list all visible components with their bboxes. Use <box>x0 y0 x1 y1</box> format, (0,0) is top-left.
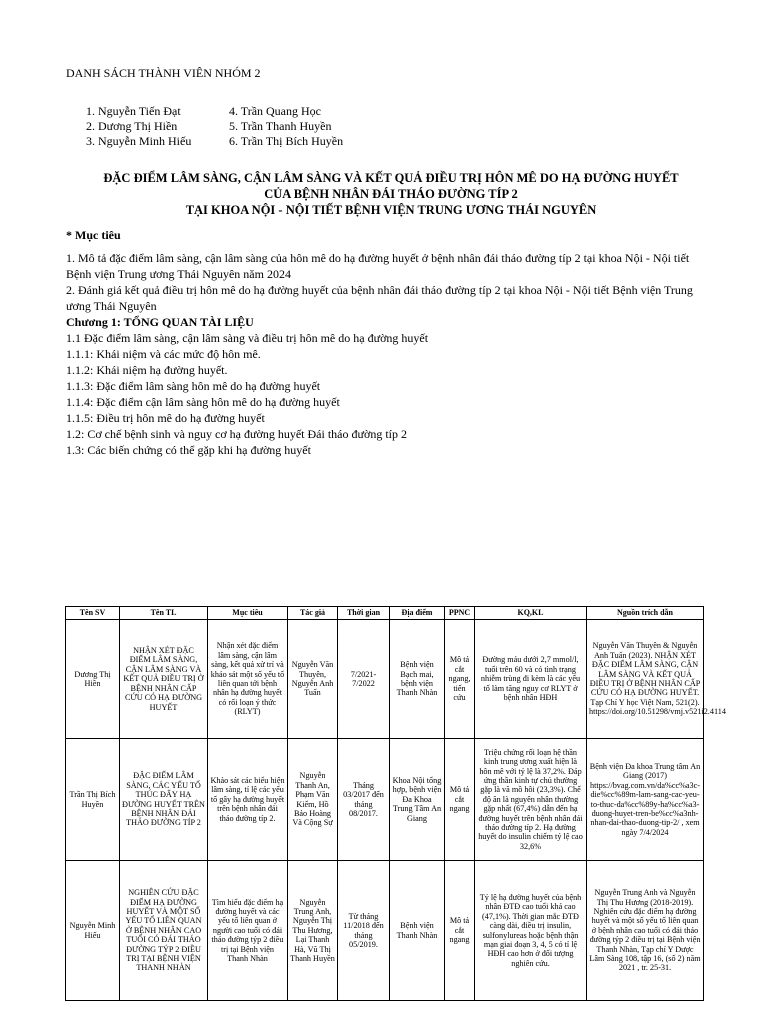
outline-item: 1.2: Cơ chế bệnh sinh và nguy cơ hạ đường huyết Đái tháo đường típ 2 <box>66 427 408 441</box>
column-header: Tên TL <box>120 607 208 620</box>
members-title: DANH SÁCH THÀNH VIÊN NHÓM 2 <box>66 66 261 80</box>
outline-item: 1.1.2: Khái niệm hạ đường huyết. <box>66 363 228 377</box>
document-title <box>66 170 716 218</box>
members-column-2 <box>229 104 343 149</box>
outline-item: 1.1.3: Đặc điểm lâm sàng hôn mê do hạ đường huyết <box>66 379 321 393</box>
table-cell: Từ tháng 11/2018 đến tháng 05/2019. <box>338 861 390 1001</box>
column-header: Tác giả <box>288 607 338 620</box>
column-header: Mục tiêu <box>208 607 288 620</box>
table-cell: Trần Thị Bích Huyền <box>66 739 120 861</box>
table-cell: Bệnh viện Thanh Nhàn <box>390 861 445 1001</box>
document-body <box>66 227 716 458</box>
table-cell: NGHIÊN CỨU ĐẶC ĐIỂM HẠ ĐƯỜNG HUYẾT VÀ MỘT SỐ YẾU TỐ LIÊN QUAN Ở BỆNH NHÂN CAO TUỔI CÓ ĐÁI THÁO ĐƯỜNG TÝP 2 ĐIỀU TRỊ TẠI BỆNH VIỆN THANH NHÀN <box>120 861 208 1001</box>
table-cell: Nguyễn Trung Anh và Nguyễn Thị Thu Hương (2018-2019). Nghiên cứu đặc điểm hạ đường huyết và một số yếu tố liên quan ở bệnh nhân cao tuổi có đái tháo đường týp 2 điều trị tại Bệnh viện Thanh Nhàn, Tạp chí Y Dược Lâm Sàng 108, tập 16, (số 2) năm 2021 , tr. 25-31. <box>587 861 704 1001</box>
table-cell: 7/2021-7/2022 <box>338 620 390 739</box>
table-cell: Tỷ lệ hạ đường huyết của bệnh nhân ĐTĐ cao tuổi khá cao (47,1%). Thời gian mắc ĐTĐ càng dài, điều trị insulin, sulfonylureas hoặc bệnh thận mạn giai đoạn 3, 4, 5 có tỉ lệ HĐH cao hơn ở đối tượng nghiên cứu. <box>475 861 587 1001</box>
outline-item: 1.1.4: Đặc điểm cận lâm sàng hôn mê do hạ đường huyết <box>66 395 340 409</box>
column-header: Nguồn trích dẫn <box>587 607 704 620</box>
table-cell: Mô tả cắt ngang <box>445 739 475 861</box>
table-cell: Triệu chứng rối loạn hệ thần kinh trung ương xuất hiện là hôn mê với tỷ lệ là 37,2%. Đáp ứng thần kinh tự chủ thường gặp là vã mồ hôi (23,3%). Chế độ ăn là nguyên nhân thường gặp nhất (67,4%) dẫn đến hạ đường huyết trên bệnh nhân đái tháo đường típ 2. Hạ đường huyết do insulin chiếm tỷ lệ cao 32,6% <box>475 739 587 861</box>
member-item: 6. Trần Thị Bích Huyền <box>229 134 344 148</box>
column-header: Thời gian <box>338 607 390 620</box>
table-cell: Nhận xét đặc điểm lâm sàng, cận lâm sàng, kết quả xử trí và khảo sát một số yếu tố liên quan tới bệnh nhân hạ đường huyết có rối loạn ý thức (RLYT) <box>208 620 288 739</box>
table-cell: Dương Thị Hiền <box>66 620 120 739</box>
column-header: PPNC <box>445 607 475 620</box>
objective-item: 1. Mô tả đặc điểm lâm sàng, cận lâm sàng của hôn mê do hạ đường huyết ở bệnh nhân đái tháo đường típ 2 tại khoa Nội - Nội tiết Bệnh viện Trung ương Thái Nguyên năm 2024 <box>66 251 690 281</box>
table-row <box>66 620 704 739</box>
table-cell: NHẬN XÉT ĐẶC ĐIỂM LÂM SÀNG, CẬN LÂM SÀNG VÀ KẾT QUẢ ĐIỀU TRỊ Ở BỆNH NHÂN CẤP CỨU CÓ HẠ ĐƯỜNG HUYẾT <box>120 620 208 739</box>
members-column-1 <box>86 104 191 149</box>
table-row <box>66 861 704 1001</box>
member-item: 5. Trần Thanh Huyền <box>229 119 332 133</box>
literature-table <box>65 606 726 1001</box>
table-row <box>66 739 704 861</box>
table-cell: Nguyễn Văn Thuyên, Nguyễn Anh Tuấn <box>288 620 338 739</box>
table-cell: ĐẶC ĐIỂM LÂM SÀNG, CÁC YẾU TỐ THÚC ĐẨY HẠ ĐƯỜNG HUYẾT TRÊN BỆNH NHÂN ĐÁI THÁO ĐƯỜNG TÍP 2 <box>120 739 208 861</box>
outline-item: 1.1 Đặc điểm lâm sàng, cận lâm sàng và điều trị hôn mê do hạ đường huyết <box>66 331 429 345</box>
table-cell: Tìm hiểu đặc điểm hạ đường huyết và các yếu tố liên quan ở người cao tuổi có đái tháo đường týp 2 điều trị tại Bệnh viện Thanh Nhàn <box>208 861 288 1001</box>
member-item: 1. Nguyễn Tiến Đạt <box>86 104 181 118</box>
outline-item: 1.1.1: Khái niệm và các mức độ hôn mê. <box>66 347 261 361</box>
title-line: ĐẶC ĐIỂM LÂM SÀNG, CẬN LÂM SÀNG VÀ KẾT QUẢ ĐIỀU TRỊ HÔN MÊ DO HẠ ĐƯỜNG HUYẾT <box>103 171 679 185</box>
table-cell: Bệnh viện Bạch mai, bệnh viện Thanh Nhàn <box>390 620 445 739</box>
member-item: 3. Nguyễn Minh Hiếu <box>86 134 192 148</box>
column-header: Địa điểm <box>390 607 445 620</box>
objectives-heading: * Mục tiêu <box>66 228 121 242</box>
column-header: KQ,KL <box>475 607 587 620</box>
member-item: 4. Trần Quang Học <box>229 104 321 118</box>
table-header-row <box>66 607 704 620</box>
table-cell: Nguyễn Văn Thuyên & Nguyễn Anh Tuấn (2023). NHẬN XÉT ĐẶC ĐIỂM LÂM SÀNG, CẬN LÂM SÀNG VÀ KẾT QUẢ ĐIỀU TRỊ Ở BỆNH NHÂN CẤP CỨU CÓ HẠ ĐƯỜNG HUYẾT. Tạp Chí Y học Việt Nam, 521(2). https://doi.org/10.51298/vmj.v521i2.4114 <box>587 620 704 739</box>
table-cell: Nguyễn Minh Hiếu <box>66 861 120 1001</box>
table-cell: Mô tả cắt ngang <box>445 861 475 1001</box>
title-line: CỦA BỆNH NHÂN ĐÁI THÁO ĐƯỜNG TÍP 2 <box>264 187 518 201</box>
column-header: Tên SV <box>66 607 120 620</box>
table-cell: Khoa Nội tổng hợp, bệnh viện Đa Khoa Trung Tâm An Giang <box>390 739 445 861</box>
outline-item: 1.3: Các biến chứng có thể gặp khi hạ đường huyết <box>66 443 311 457</box>
table-cell: Đường máu dưới 2,7 mmol/l, tuổi trên 60 và có tình trạng nhiễm trùng đi kèm là các yếu tố làm tăng nguy cơ RLYT ở bệnh nhân HĐH <box>475 620 587 739</box>
table-cell: Mô tả cắt ngang, tiến cứu <box>445 620 475 739</box>
objective-item: 2. Đánh giá kết quả điều trị hôn mê do hạ đường huyết của bệnh nhân đái tháo đường típ 2 tại khoa Nội - Nội tiết Bệnh viện Trung ương Thái Nguyên <box>66 283 693 313</box>
chapter-heading: Chương 1: TỔNG QUAN TÀI LIỆU <box>66 315 254 329</box>
table-cell: Bệnh viện Đa khoa Trung tâm An Giang (2017) https://bvag.com.vn/da%cc%a3c-die%cc%89m-lam-sang-cac-yeu-to-thuc-da%cc%89y-ha%cc%a3-duong-huyet-tren-be%cc%a3nh-nhan-dai-thao-duong-tip-2/ , xem ngày 7/4/2024 <box>587 739 704 861</box>
table-cell: Khảo sát các biểu hiện lâm sàng, tỉ lệ các yếu tố gây hạ đường huyết trên bệnh nhân đái tháo đường típ 2. <box>208 739 288 861</box>
outline-item: 1.1.5: Điều trị hôn mê do hạ đường huyết <box>66 411 265 425</box>
table-cell: Nguyễn Trung Anh, Nguyễn Thị Thu Hương, Lại Thanh Hà, Vũ Thị Thanh Huyền <box>288 861 338 1001</box>
title-line: TẠI KHOA NỘI - NỘI TIẾT BỆNH VIỆN TRUNG ƯƠNG THÁI NGUYÊN <box>185 203 597 217</box>
table-cell: Nguyễn Thanh An, Phạm Văn Kiểm, Hồ Bảo Hoàng Và Cộng Sự <box>288 739 338 861</box>
member-item: 2. Dương Thị Hiền <box>86 119 178 133</box>
table-cell: Tháng 03/2017 đến tháng 08/2017. <box>338 739 390 861</box>
